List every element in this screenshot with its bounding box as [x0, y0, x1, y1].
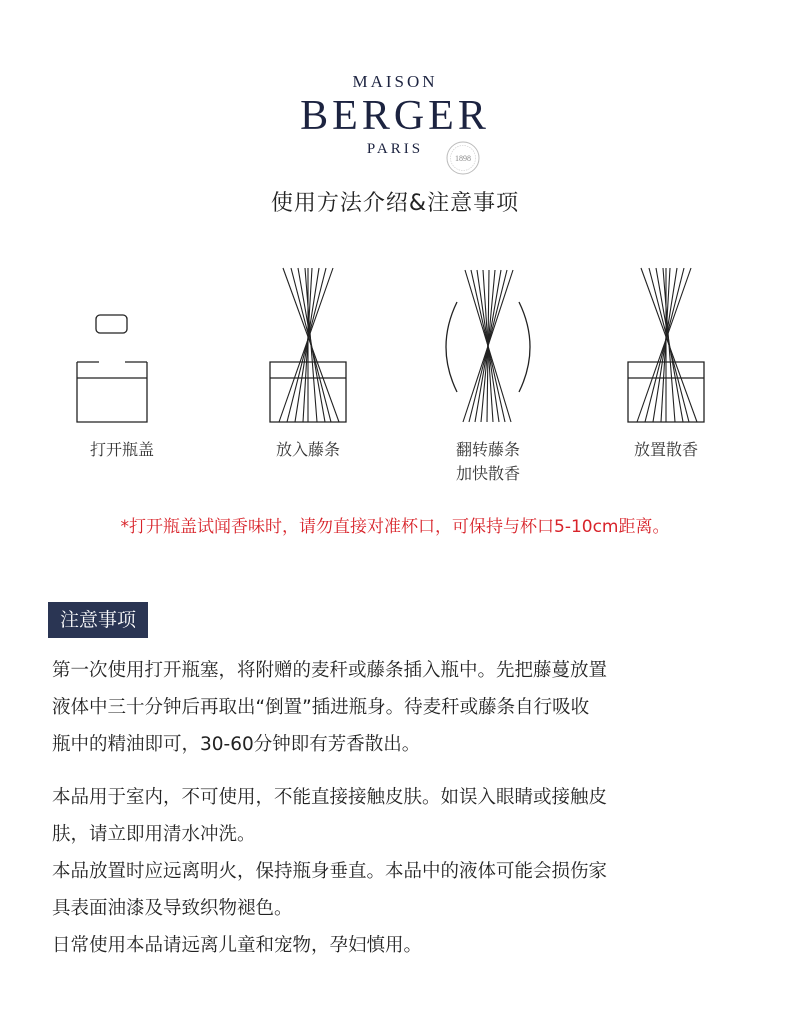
text-line: 第一次使用打开瓶塞，将附赠的麦秆或藤条插入瓶中。先把藤蔓放置: [52, 660, 608, 681]
brand-logo: [0, 72, 790, 158]
step-label-flip-line2: 加快散香: [455, 464, 520, 483]
seal-year: 1898: [455, 154, 471, 163]
text-line: 液体中三十分钟后再取出“倒置”插进瓶身。待麦秆或藤条自行吸收: [52, 697, 590, 718]
step-label-place-diffuse: 放置散香: [633, 440, 698, 459]
text-line: 本品用于室内，不可使用，不能直接接触皮肤。如误入眼睛或接触皮: [52, 787, 608, 808]
notes-paragraph-1: [52, 652, 742, 763]
notes-paragraph-2: [52, 779, 742, 964]
logo-maison: MAISON: [352, 72, 438, 91]
text-line: 肤，请立即用清水冲洗。: [52, 824, 256, 845]
bottle-with-reeds-icon: [253, 262, 363, 432]
step-label-flip-line1: 翻转藤条: [455, 440, 520, 459]
step-label-insert-reeds: 放入藤条: [275, 440, 340, 459]
bottle-with-cap-icon: [57, 262, 167, 432]
text-line: 本品放置时应远离明火，保持瓶身垂直。本品中的液体可能会损伤家: [52, 861, 608, 882]
logo-berger: BERGER: [300, 93, 490, 139]
flip-reeds-icon: [433, 262, 543, 432]
page-title: 使用方法介绍&注意事项: [270, 191, 520, 216]
warning-text: *打开瓶盖试闻香味时，请勿直接对准杯口，可保持与杯口5-10cm距离。: [120, 517, 670, 537]
notes-heading: 注意事项: [48, 602, 148, 638]
text-line: 具表面油漆及导致织物褪色。: [52, 898, 293, 919]
diffusing-bottle-icon: [611, 262, 721, 432]
seal-icon: [445, 140, 481, 176]
step-label-flip-reeds: [408, 438, 568, 486]
text-line: 瓶中的精油即可，30-60分钟即有芳香散出。: [52, 734, 421, 755]
step-label-open-cap: 打开瓶盖: [89, 440, 154, 459]
text-line: 日常使用本品请远离儿童和宠物，孕妇慎用。: [52, 935, 423, 956]
logo-paris: PARIS: [366, 141, 424, 157]
